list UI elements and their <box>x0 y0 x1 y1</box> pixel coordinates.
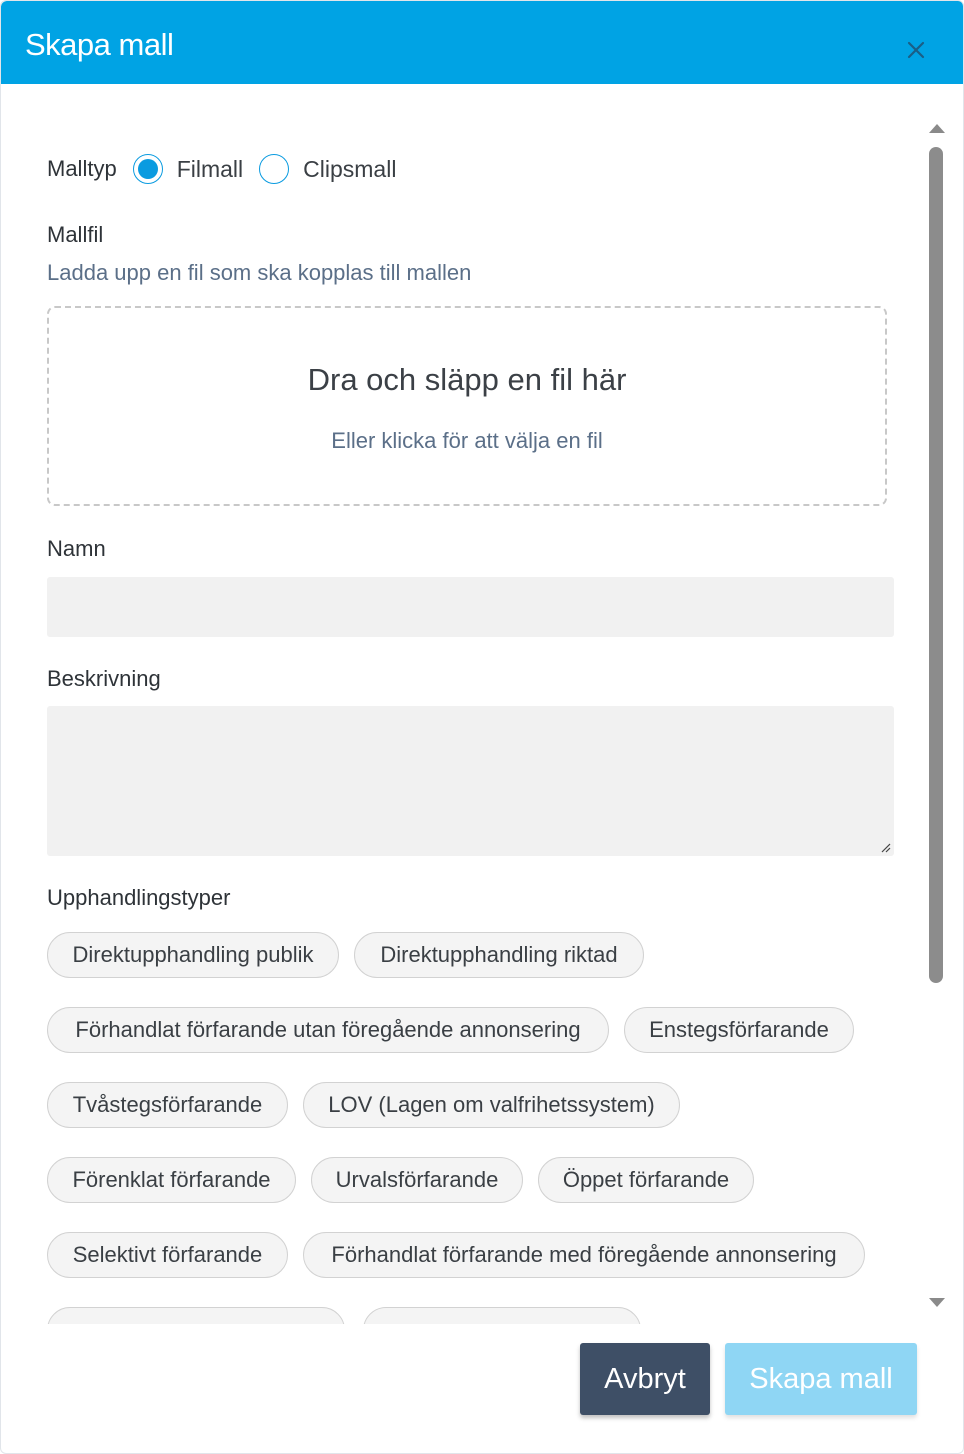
namn-input[interactable] <box>47 577 894 637</box>
dialog-title: Skapa mall <box>25 27 174 62</box>
malltyp-row <box>47 154 412 184</box>
chip-tvastegsforfarande[interactable]: Tvåstegsförfarande <box>47 1082 288 1128</box>
malltyp-label: Malltyp <box>47 156 117 181</box>
chip-urvalsforfarande[interactable]: Urvalsförfarande <box>311 1157 523 1203</box>
chip-partial[interactable] <box>363 1307 641 1324</box>
close-icon[interactable] <box>899 33 933 67</box>
scroll-up-arrow-icon[interactable] <box>929 124 945 133</box>
chip-direktupphandling-riktad[interactable]: Direktupphandling riktad <box>354 932 644 978</box>
chip-lov[interactable]: LOV (Lagen om valfrihetssystem) <box>303 1082 680 1128</box>
file-dropzone[interactable] <box>47 306 887 506</box>
dialog-footer <box>1 1324 964 1454</box>
cancel-button[interactable]: Avbryt <box>580 1343 710 1415</box>
chip-selektivt-forfarande[interactable]: Selektivt förfarande <box>47 1232 288 1278</box>
beskrivning-label: Beskrivning <box>47 666 161 691</box>
dropzone-subtitle: Eller klicka för att välja en fil <box>331 428 603 453</box>
upphandlingstyper-label: Upphandlingstyper <box>47 885 231 910</box>
create-template-button[interactable]: Skapa mall <box>725 1343 917 1415</box>
beskrivning-textarea[interactable] <box>47 706 894 856</box>
chip-forenklat-forfarande[interactable]: Förenklat förfarande <box>47 1157 296 1203</box>
radio-clipsmall-label[interactable]: Clipsmall <box>303 155 397 182</box>
radio-clipsmall[interactable] <box>259 154 289 184</box>
radio-filmall-label[interactable]: Filmall <box>176 155 244 182</box>
scrollbar[interactable] <box>925 124 947 1314</box>
dialog-body[interactable] <box>1 84 964 1324</box>
namn-label: Namn <box>47 536 106 561</box>
chip-partial[interactable] <box>47 1307 345 1324</box>
chip-forhandlat-utan-annonsering[interactable]: Förhandlat förfarande utan föregående annonsering <box>47 1007 609 1053</box>
radio-selected-dot <box>138 159 158 179</box>
dialog-header <box>1 1 964 84</box>
scrollbar-thumb[interactable] <box>929 147 943 983</box>
radio-filmall[interactable] <box>133 154 163 184</box>
resize-grip-icon[interactable] <box>879 841 891 853</box>
chip-direktupphandling-publik[interactable]: Direktupphandling publik <box>47 932 339 978</box>
chip-enstegsforfarande[interactable]: Enstegsförfarande <box>624 1007 854 1053</box>
mallfil-label: Mallfil <box>47 222 104 247</box>
mallfil-hint: Ladda upp en fil som ska kopplas till mallen <box>47 260 472 285</box>
dropzone-title: Dra och släpp en fil här <box>307 362 627 397</box>
scroll-down-arrow-icon[interactable] <box>929 1298 945 1307</box>
chip-forhandlat-med-annonsering[interactable]: Förhandlat förfarande med föregående annonsering <box>303 1232 865 1278</box>
chip-oppet-forfarande[interactable]: Öppet förfarande <box>538 1157 754 1203</box>
